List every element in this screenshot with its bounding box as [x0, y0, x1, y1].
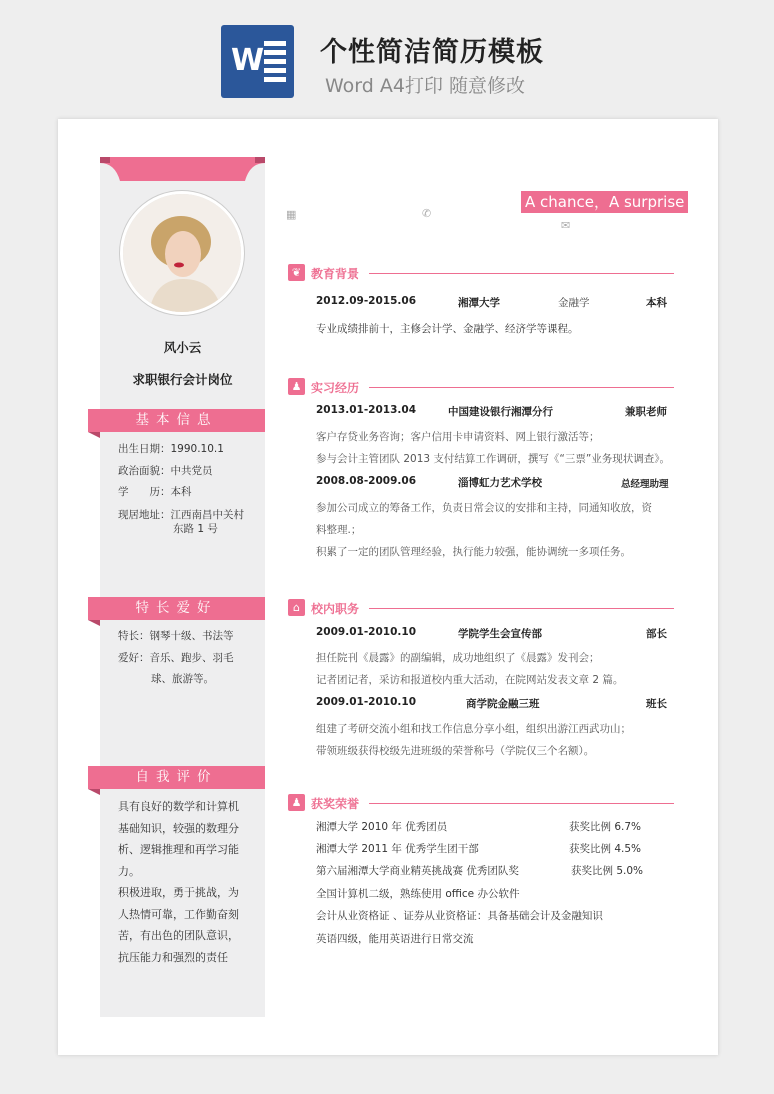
resume-page [58, 119, 718, 1055]
intern-line: 客户存贷业务咨询；客户信用卡申请资料、网上银行激活等； [316, 431, 600, 443]
phone-icon: ✆ [422, 207, 432, 220]
self-eval-line: 基础知识，较强的数理分 [118, 821, 239, 835]
address: 现居地址：江西南昌中关村 [118, 508, 244, 521]
campus-line: 记者团记者，采访和报道校内重大活动，在院网站发表文章 2 篇。 [316, 674, 624, 686]
edu-degree: 本科 [646, 297, 667, 309]
edu-period: 2012.09-2015.06 [316, 295, 417, 307]
specialty: 特长：钢琴十级、书法等 [118, 630, 234, 642]
award-item: 会计从业资格证 、证券从业资格证：具备基础会计及金融知识 [316, 910, 603, 922]
slogan: A chance，A surprise [521, 191, 688, 213]
banner-subtitle: Word A4打印 随意修改 [325, 75, 526, 97]
award-ratio: 获奖比例 5.0% [571, 865, 644, 877]
self-eval-line: 具有良好的数学和计算机 [118, 800, 239, 813]
self-eval-text [118, 796, 248, 968]
education-heading: 教育背景 [311, 267, 360, 281]
address-line2: 东路 1 号 [173, 522, 218, 535]
house-icon: ⌂ [288, 599, 305, 616]
word-logo-letter: W [231, 43, 265, 78]
banner-title: 个性简洁简历模板 [320, 37, 544, 68]
award-item: 湘潭大学 2011 年 优秀学生团干部 [316, 843, 479, 855]
person-icon: ♟ [288, 378, 305, 395]
award-ratio: 获奖比例 4.5% [569, 843, 642, 855]
birth-date: 出生日期：1990.10.1 [118, 443, 224, 455]
award-item: 全国计算机二级，熟练使用 office 办公软件 [316, 888, 520, 900]
education-level: 学 历：本科 [118, 486, 192, 498]
self-eval-line: 积极进取，勇于挑战，为 [118, 886, 239, 899]
hobby-cont: 球、旅游等。 [151, 673, 214, 685]
campus-role: 班长 [646, 698, 667, 710]
mail-icon: ✉ [561, 219, 571, 232]
word-logo-icon [221, 25, 294, 98]
intern-line: 参与会计主管团队 2013 支付结算工作调研，撰写《“三票”业务现状调查》。 [316, 453, 671, 465]
intern-role: 总经理助理 [621, 479, 669, 490]
basic-info-list [118, 439, 244, 536]
award-item: 湘潭大学 2010 年 优秀团员 [316, 821, 448, 833]
intern-period: 2013.01-2013.04 [316, 404, 417, 416]
campus-period: 2009.01-2010.10 [316, 696, 417, 708]
intern-org: 中国建设银行湘潭分行 [448, 406, 553, 418]
campus-org: 学院学生会宣传部 [458, 628, 542, 640]
candidate-name: 风小云 [163, 340, 202, 355]
award-item: 第六届湘潭大学商业精英挑战赛 优秀团队奖 [316, 865, 519, 877]
leaf-icon: ❦ [288, 264, 305, 281]
job-objective: 求职银行会计岗位 [132, 372, 233, 387]
internship-heading: 实习经历 [311, 381, 360, 395]
award-item: 英语四级，能用英语进行日常交流 [316, 933, 474, 945]
intern-period: 2008.08-2009.06 [316, 475, 417, 487]
campus-period: 2009.01-2010.10 [316, 626, 417, 638]
intern-line: 参加公司成立的筹备工作，负责日常会议的安排和主持，同通知收放，资 [316, 502, 652, 514]
intern-role: 兼职老师 [625, 406, 667, 418]
self-eval-line: 苦，有出色的团队意识， [118, 929, 239, 942]
edu-major: 金融学 [558, 297, 590, 309]
self-eval-line: 力。 [118, 864, 140, 878]
political-status: 政治面貌：中共党员 [118, 464, 213, 477]
avatar [120, 191, 244, 315]
campus-org: 商学院金融三班 [466, 698, 540, 710]
self-eval-line: 抗压能力和强烈的责任 [118, 950, 228, 964]
campus-heading: 校内职务 [311, 602, 360, 616]
intern-line: 积累了一定的团队管理经验，执行能力较强，能协调统一多项任务。 [316, 546, 631, 558]
self-eval-line: 析、逻辑推理和再学习能 [118, 843, 239, 856]
person-icon: ♟ [288, 794, 305, 811]
edu-school: 湘潭大学 [458, 297, 500, 309]
hobbies-heading: 特长爱好 [88, 597, 265, 620]
template-banner [0, 0, 774, 118]
campus-line: 担任院刊《晨露》的副编辑，成功地组织了《晨露》发刊会； [316, 652, 600, 664]
awards-heading: 获奖荣誉 [311, 797, 360, 811]
calendar-icon: ▦ [286, 208, 297, 221]
campus-line: 带领班级获得校级先进班级的荣誉称号（学院仅三个名额）。 [316, 745, 595, 757]
hobby: 爱好：音乐、跑步、羽毛 [118, 651, 234, 664]
self-eval-heading: 自我评价 [88, 766, 265, 789]
edu-desc: 专业成绩排前十，主修会计学、金融学、经济学等课程。 [316, 323, 579, 335]
campus-role: 部长 [646, 628, 667, 640]
self-eval-line: 人热情可靠，工作勤奋刻 [118, 907, 239, 921]
hobbies-list [118, 626, 234, 691]
sidebar-ribbon [100, 157, 265, 181]
award-ratio: 获奖比例 6.7% [569, 821, 642, 833]
intern-line: 料整理.； [316, 524, 362, 536]
campus-line: 组建了考研交流小组和找工作信息分享小组，组织出游江西武功山； [316, 723, 631, 735]
basic-info-heading: 基本信息 [88, 409, 265, 432]
intern-org: 淄博虹力艺术学校 [458, 477, 542, 489]
